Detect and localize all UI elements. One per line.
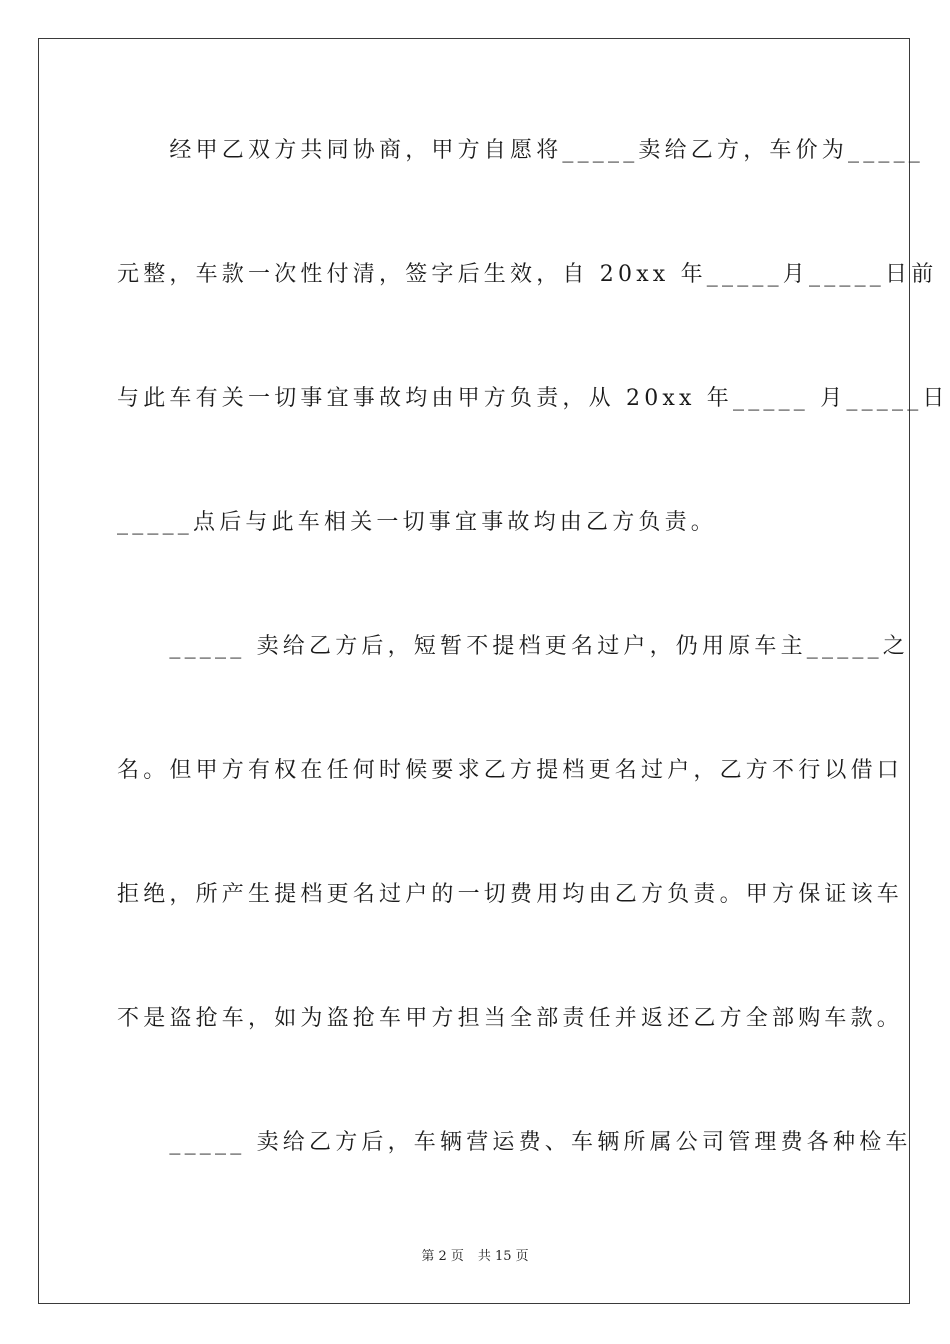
paragraph-line-9: _____ 卖给乙方后，车辆营运费、车辆所属公司管理费各种检车 xyxy=(117,1130,912,1155)
paragraph-line-7: 拒绝，所产生提档更名过户的一切费用均由乙方负责。甲方保证该车 xyxy=(117,882,904,907)
paragraph-line-3: 与此车有关一切事宜事故均由甲方负责，从 20xx 年_____ 月_____日 xyxy=(117,386,949,411)
paragraph-line-5: _____ 卖给乙方后，短暂不提档更名过户，仍用原车主_____之 xyxy=(117,634,909,659)
page-footer xyxy=(0,1248,950,1266)
paragraph-line-4: _____点后与此车相关一切事宜事故均由乙方负责。 xyxy=(117,510,718,535)
paragraph-line-8: 不是盗抢车，如为盗抢车甲方担当全部责任并返还乙方全部购车款。 xyxy=(117,1006,904,1031)
page-number: 第 2 页 xyxy=(421,1249,464,1264)
paragraph-line-2: 元整，车款一次性付清，签字后生效，自 20xx 年_____月_____日前 xyxy=(117,262,938,287)
paragraph-line-6: 名。但甲方有权在任何时候要求乙方提档更名过户，乙方不行以借口 xyxy=(117,758,904,783)
page-total: 共 15 页 xyxy=(477,1249,529,1264)
page-frame xyxy=(38,38,949,1304)
paragraph-line-1: 经甲乙双方共同协商，甲方自愿将_____卖给乙方，车价为_____ xyxy=(117,138,925,163)
